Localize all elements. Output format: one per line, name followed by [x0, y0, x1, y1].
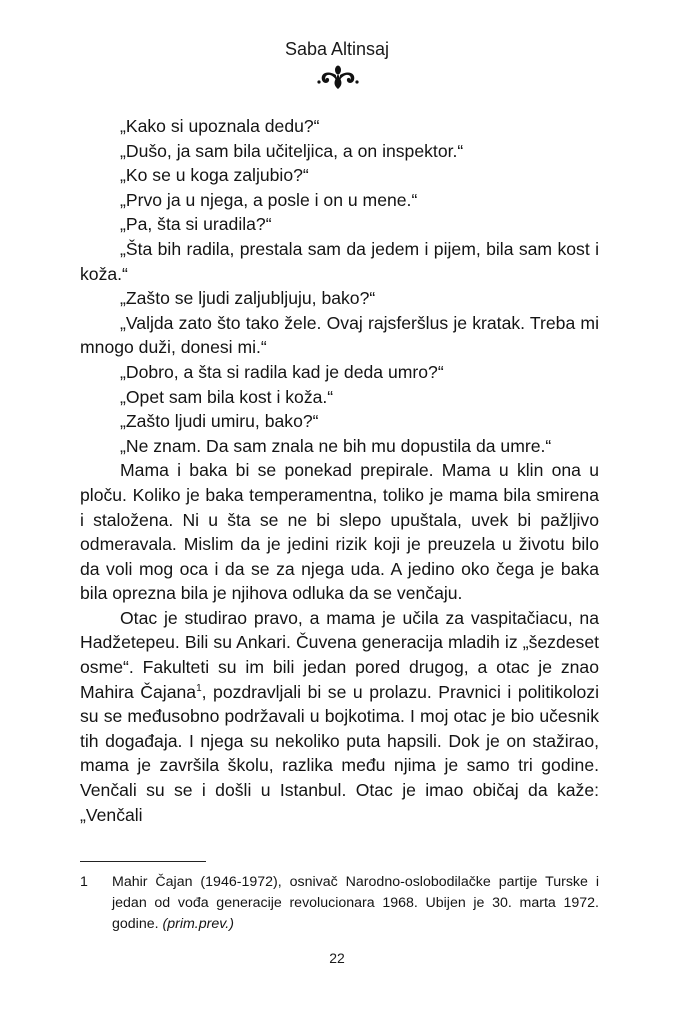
footnote-body: Mahir Čajan (1946-1972), osnivač Narodno-oslobodilačke partije Turske i jedan od vođa generacije revolucionara 1968. Ubijen je 30. marta 1972. godine. [112, 874, 599, 932]
running-header-author: Saba Altinsaj [284, 39, 390, 59]
footnote-separator [80, 861, 206, 862]
dialogue-line: „Ko se u koga zaljubio?“ [120, 165, 309, 186]
dialogue-line: „Zašto ljudi umiru, bako?“ [120, 411, 319, 432]
page-number: 22 [329, 950, 345, 966]
paragraph-text-after-ref: , pozdravljali bi se u prolazu. Pravnici i politikolozi su se međusobno podržavali u bojkotima. I moj otac je bio učesnik tih događaja. I njega su nekoliko puta hapsili. Dok je on stažirao, mama je završila školu, razlika među njima je samo tri godine. Venčali su se i došli u Istanbul. Otac je imao običaj da kaže: „Venčali [80, 681, 599, 825]
fleuron-ornament-icon [316, 64, 360, 90]
dialogue-line: „Dušo, ja sam bila učiteljica, a on inspektor.“ [120, 140, 464, 161]
paragraph-text-before-ref: Otac je studirao pravo, a mama je učila za vaspitačiacu, na Hadžetepeu. Bili su Ankari. Čuvena generacija mladih iz „šezdeset osme“. Fakulteti su im bili jedan pored drugog, a otac je znao Mahira Čajana [80, 607, 599, 702]
dialogue-line: „Kako si upoznala dedu?“ [120, 116, 320, 136]
dialogue-line: „Pa, šta si uradila?“ [120, 214, 272, 235]
dialogue-line: „Dobro, a šta si radila kad je deda umro?“ [120, 361, 444, 382]
dialogue-line: „Opet sam bila kost i koža.“ [120, 386, 334, 407]
dialogue-line: „Valjda zato što tako žele. Ovaj rajsferšlus je kratak. Treba mi mnogo duži, donesi mi.“ [80, 312, 599, 358]
narrative-paragraph-continued [80, 606, 599, 827]
dialogue-line: „Prvo ja u njega, a posle i on u mene.“ [120, 189, 418, 210]
dialogue-line: „Šta bih radila, prestala sam da jedem i pijem, bila sam kost i koža.“ [80, 238, 599, 284]
footnote-number: 1 [80, 874, 88, 890]
dialogue-line: „Zašto se ljudi zaljubljuju, bako?“ [120, 288, 376, 309]
footnote [80, 872, 599, 935]
main-text [80, 114, 599, 827]
footnote-text [112, 872, 599, 935]
footnote-reference-mark[interactable]: 1 [196, 682, 202, 694]
narrative-paragraph: Mama i baka bi se ponekad prepirale. Mama u klin ona u ploču. Koliko je baka temperamentna, toliko je mama bila smirena i staložena. Ni u šta se ne bi slepo upuštala, uvek bi pažljivo odmeravala. Mislim da je jedini rizik koji je preuzela u životu bilo da voli mog oca i da se za njega uda. A jedino oko čega je baka bila oprezna bila je njihova odluka da se venčaju. [80, 460, 599, 604]
dialogue-line: „Ne znam. Da sam znala ne bih mu dopustila da umre.“ [120, 435, 552, 456]
footnote-source-note: (prim.prev.) [162, 916, 234, 932]
